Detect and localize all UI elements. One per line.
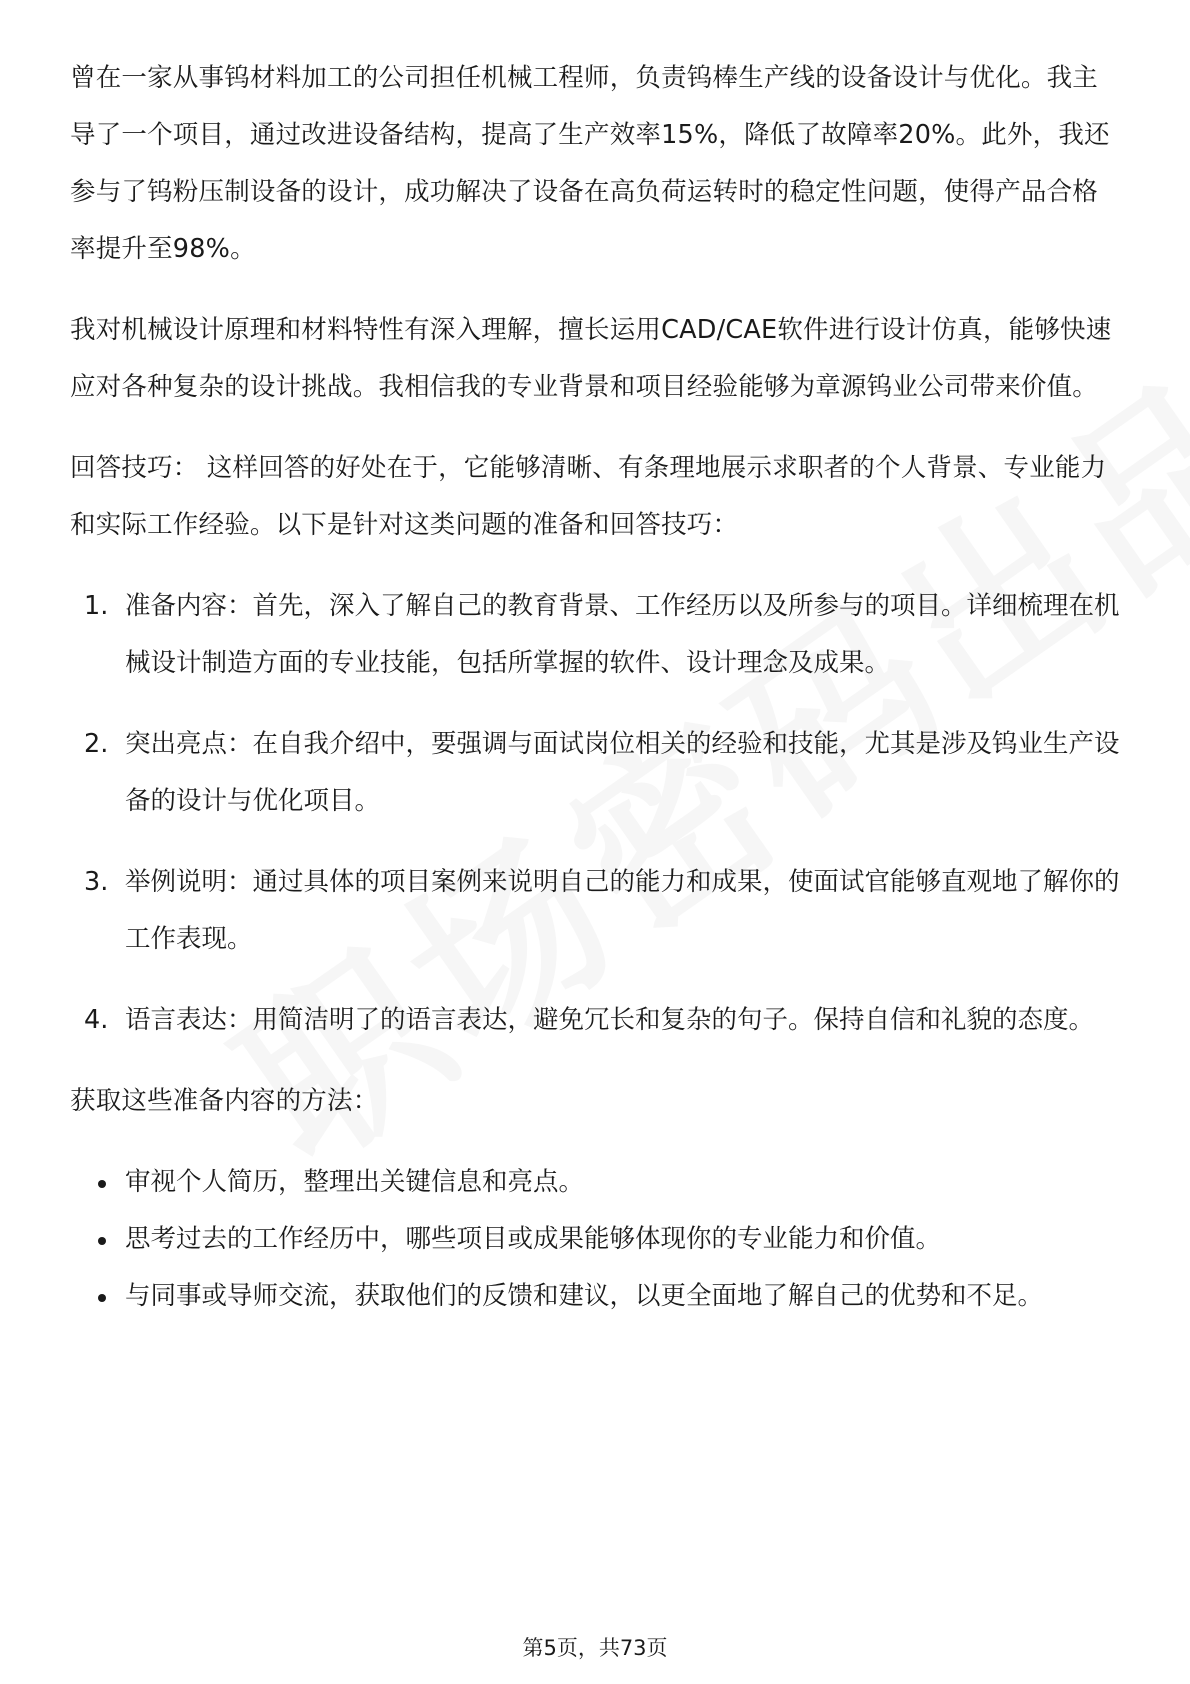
bullet-item bbox=[70, 1154, 1120, 1211]
paragraph-methods-heading: 获取这些准备内容的方法： bbox=[70, 1086, 379, 1116]
numbered-list bbox=[70, 578, 1120, 1049]
list-item-number: 2. bbox=[84, 729, 109, 759]
list-item bbox=[70, 578, 1120, 692]
bullet-item-text: 思考过去的工作经历中，哪些项目或成果能够体现你的专业能力和价值。 bbox=[125, 1224, 942, 1254]
list-item-number: 1. bbox=[84, 591, 109, 621]
list-item-number: 4. bbox=[84, 1005, 109, 1035]
page-footer: 第5页，共73页 bbox=[522, 1636, 668, 1660]
bullet-dot-icon bbox=[98, 1237, 106, 1245]
document-content bbox=[70, 50, 1120, 1325]
list-item-text: 举例说明：通过具体的项目案例来说明自己的能力和成果，使面试官能够直观地了解你的工作表现。 bbox=[125, 867, 1120, 954]
bullet-item-text: 审视个人简历，整理出关键信息和亮点。 bbox=[125, 1167, 585, 1197]
list-item bbox=[70, 854, 1120, 968]
paragraph-answer-tips: 回答技巧： 这样回答的好处在于，它能够清晰、有条理地展示求职者的个人背景、专业能力和实际工作经验。以下是针对这类问题的准备和回答技巧： bbox=[70, 453, 1107, 540]
paragraph-experience: 曾在一家从事钨材料加工的公司担任机械工程师，负责钨棒生产线的设备设计与优化。我主导了一个项目，通过改进设备结构，提高了生产效率15%，降低了故障率20%。此外，我还参与了钨粉压制设备的设计，成功解决了设备在高负荷运转时的稳定性问题，使得产品合格率提升至98%。 bbox=[70, 63, 1110, 264]
bullet-item bbox=[70, 1211, 1120, 1268]
list-item bbox=[70, 716, 1120, 830]
list-item-number: 3. bbox=[84, 867, 109, 897]
bullet-dot-icon bbox=[98, 1180, 106, 1188]
list-item bbox=[70, 992, 1120, 1049]
bullet-item-text: 与同事或导师交流，获取他们的反馈和建议，以更全面地了解自己的优势和不足。 bbox=[125, 1281, 1044, 1311]
bullet-dot-icon bbox=[98, 1294, 106, 1302]
list-item-text: 语言表达：用简洁明了的语言表达，避免冗长和复杂的句子。保持自信和礼貌的态度。 bbox=[125, 1005, 1095, 1035]
paragraph-skills: 我对机械设计原理和材料特性有深入理解，擅长运用CAD/CAE软件进行设计仿真，能够快速应对各种复杂的设计挑战。我相信我的专业背景和项目经验能够为章源钨业公司带来价值。 bbox=[70, 315, 1112, 402]
bullet-list bbox=[70, 1154, 1120, 1325]
bullet-item bbox=[70, 1268, 1120, 1325]
list-item-text: 突出亮点：在自我介绍中，要强调与面试岗位相关的经验和技能，尤其是涉及钨业生产设备的设计与优化项目。 bbox=[125, 729, 1120, 816]
list-item-text: 准备内容：首先，深入了解自己的教育背景、工作经历以及所参与的项目。详细梳理在机械设计制造方面的专业技能，包括所掌握的软件、设计理念及成果。 bbox=[125, 591, 1120, 678]
